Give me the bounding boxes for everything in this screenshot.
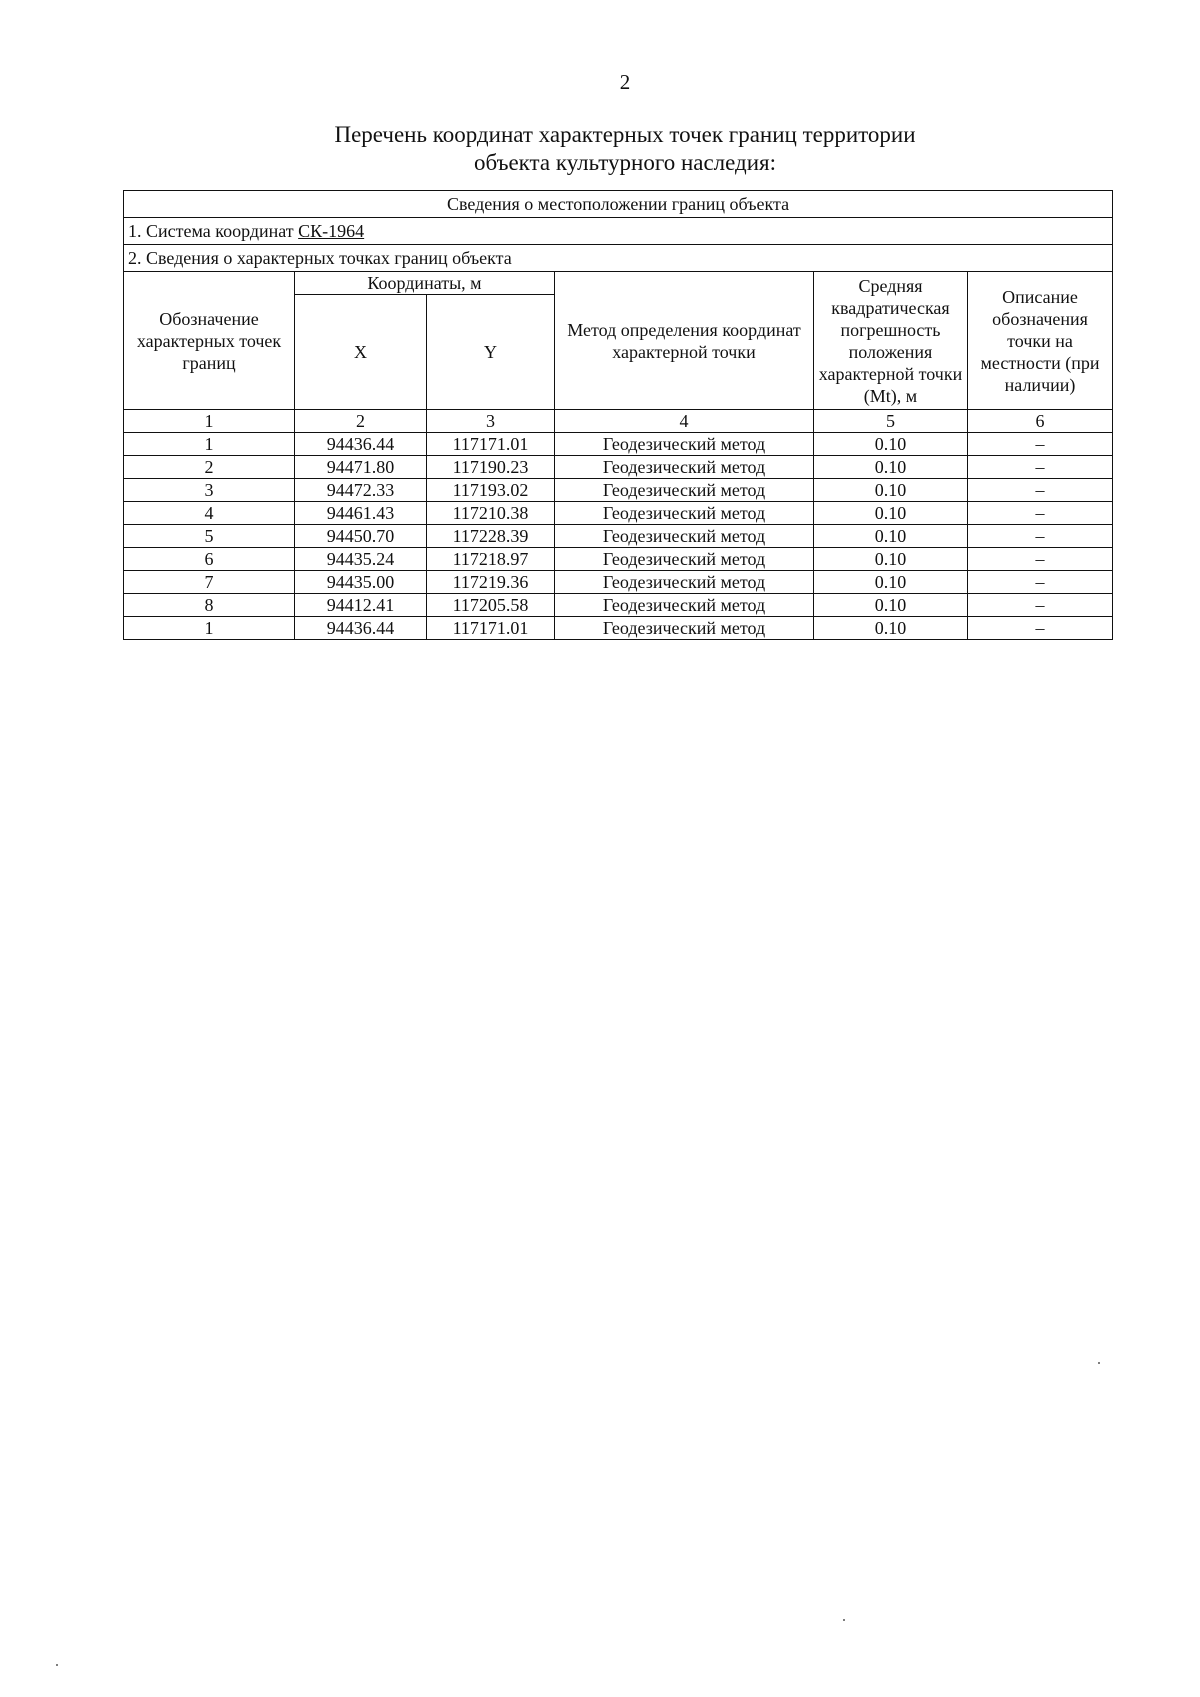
column-number: 5 [814,410,968,433]
mean-error: 0.10 [814,502,968,525]
column-number: 4 [555,410,814,433]
coord-x: 94435.24 [295,548,427,571]
coord-system-row [124,218,1113,245]
table-row [124,433,1113,456]
method: Геодезический метод [555,594,814,617]
mean-error: 0.10 [814,479,968,502]
coord-x: 94461.43 [295,502,427,525]
point-description: – [968,433,1113,456]
point-description: – [968,617,1113,640]
table-row [124,571,1113,594]
document-title-line-2: объекта культурного наследия: [473,150,777,175]
point-designation: 8 [124,594,295,617]
point-description: – [968,525,1113,548]
method: Геодезический метод [555,548,814,571]
method: Геодезический метод [555,617,814,640]
point-description: – [968,548,1113,571]
coord-y: 117193.02 [427,479,555,502]
table-row [124,525,1113,548]
table-row [124,617,1113,640]
mean-error: 0.10 [814,617,968,640]
scan-speck [843,1619,845,1621]
coord-y: 117205.58 [427,594,555,617]
table-row [124,456,1113,479]
mean-error: 0.10 [814,456,968,479]
point-designation: 1 [124,617,295,640]
table-row [124,548,1113,571]
method: Геодезический метод [555,456,814,479]
coord-y: 117190.23 [427,456,555,479]
section-header: Сведения о местоположении границ объекта [124,191,1113,218]
point-description: – [968,456,1113,479]
mean-error: 0.10 [814,548,968,571]
point-description: – [968,594,1113,617]
scan-speck [56,1664,58,1666]
column-number: 3 [427,410,555,433]
coord-y: 117228.39 [427,525,555,548]
points-info-row: 2. Сведения о характерных точках границ объекта [124,245,1113,272]
coord-y: 117171.01 [427,433,555,456]
coord-x: 94450.70 [295,525,427,548]
column-number: 1 [124,410,295,433]
mean-error: 0.10 [814,571,968,594]
column-number: 6 [968,410,1113,433]
header-error: Средняя квадратическая погрешность положения характерной точки (Mt), м [814,272,968,410]
point-designation: 5 [124,525,295,548]
table-row [124,502,1113,525]
point-description: – [968,571,1113,594]
coord-x: 94412.41 [295,594,427,617]
coord-y: 117210.38 [427,502,555,525]
point-description: – [968,479,1113,502]
coord-y: 117171.01 [427,617,555,640]
table-row [124,479,1113,502]
header-y: Y [427,295,555,410]
mean-error: 0.10 [814,433,968,456]
coord-y: 117219.36 [427,571,555,594]
coord-system-label: 1. Система координат [128,220,299,241]
coord-x: 94472.33 [295,479,427,502]
scan-speck [1098,1362,1100,1364]
point-designation: 4 [124,502,295,525]
document-title [0,121,1200,177]
header-method: Метод определения координат характерной точки [555,272,814,410]
column-number-row [124,410,1113,433]
method: Геодезический метод [555,502,814,525]
coord-x: 94435.00 [295,571,427,594]
point-designation: 6 [124,548,295,571]
document-title-line-1: Перечень координат характерных точек границ территории [334,122,916,147]
mean-error: 0.10 [814,594,968,617]
header-x: X [295,295,427,410]
coord-x: 94436.44 [295,433,427,456]
point-description: – [968,502,1113,525]
table-row [124,594,1113,617]
coord-x: 94471.80 [295,456,427,479]
header-coordinates: Координаты, м [295,272,555,295]
coordinates-table [123,190,1113,640]
header-designation: Обозначение характерных точек границ [124,272,295,410]
coord-y: 117218.97 [427,548,555,571]
mean-error: 0.10 [814,525,968,548]
point-designation: 7 [124,571,295,594]
method: Геодезический метод [555,571,814,594]
point-designation: 1 [124,433,295,456]
point-designation: 3 [124,479,295,502]
method: Геодезический метод [555,525,814,548]
method: Геодезический метод [555,479,814,502]
page-number: 2 [619,70,631,94]
column-number: 2 [295,410,427,433]
point-designation: 2 [124,456,295,479]
method: Геодезический метод [555,433,814,456]
coord-x: 94436.44 [295,617,427,640]
table-body [124,433,1113,640]
coord-system-value: СК-1964 [298,220,365,241]
header-description: Описание обозначения точки на местности (при наличии) [968,272,1113,410]
